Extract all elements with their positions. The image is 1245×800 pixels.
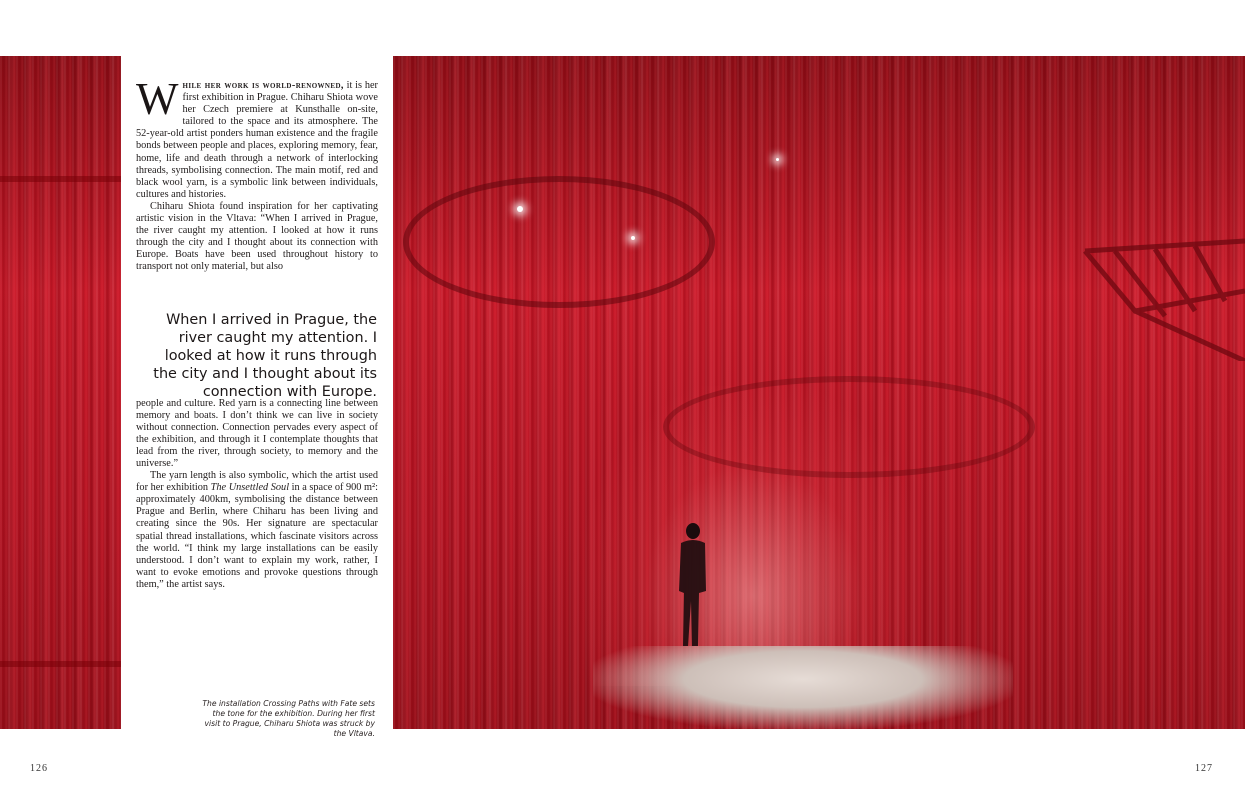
- paragraph-4-text-a: The yarn length is also symbolic, which the artist used for her exhibition: [136, 470, 378, 494]
- gallery-floor: [593, 646, 1013, 729]
- thread-band: [0, 176, 121, 182]
- paragraph-2: Chiharu Shiota found inspiration for her captivating artistic vision in the Vltava: “When I arrived in Prague, the river caught my attention. I looked at how it runs through the city and I thought about its connection with Europe. Boats have been used throughout history to transport not only material, but also: [136, 200, 378, 273]
- page-number-left: 126: [30, 763, 48, 774]
- left-installation-photo: [0, 56, 121, 729]
- paragraph-1-text: it is her first exhibition in Prague. Chiharu Shiota wove her Czech premiere at Kunsthalle on-site, tailored to the space and its atmosphere. The 52-year-old artist ponders human existence and the fragile bonds between people and places, exploring memory, fear, home, life and death through a network of interlocking threads, symbolising connection. The main motif, red and black wool yarn, is a symbolic link between individuals, cultures and histories.: [136, 80, 378, 200]
- boat-frame-shape: [403, 176, 715, 308]
- page-number-right: 127: [1195, 763, 1213, 774]
- boat-frame-shape: [663, 376, 1035, 478]
- lead-in: hile her work is world-renowned,: [182, 80, 344, 91]
- pull-quote: When I arrived in Prague, the river caught my attention. I looked at how it runs through the city and I thought about its connection with Europe.: [153, 312, 377, 400]
- ceiling-light: [631, 236, 635, 240]
- ceiling-light: [517, 206, 523, 212]
- main-installation-photo: [393, 56, 1245, 729]
- photo-caption: The installation Crossing Paths with Fate sets the tone for the exhibition. During her first visit to Prague, Chiharu Shiota was struck by the Vltava.: [202, 699, 375, 738]
- drop-cap: W: [136, 74, 179, 124]
- paragraph-4-text-b: in a space of 900 m²: approximately 400km, symbolising the distance between Prague and Berlin, where Chiharu has been living and creating since the 90s. Her signature are spectacular spatial thread installations, which fascinate visitors across the world. “I think my large installations can be easily understood. I don’t want to explain my work, rather, I want to evoke emotions and provoke questions through them,” the artist says.: [136, 482, 378, 590]
- ceiling-light: [776, 158, 779, 161]
- visitor-silhouette: [673, 521, 713, 651]
- exhibition-title: The Unsettled Soul: [210, 482, 290, 494]
- paragraph-3: people and culture. Red yarn is a connecting line between memory and boats. I don’t think we can live in society without connection. Connection pervades every aspect of the exhibition, and through it I contemplate thoughts that lead from the river, through society, to memory and the universe.”: [136, 398, 378, 470]
- paragraph-4: [136, 470, 378, 590]
- article-body-bottom: [136, 398, 378, 591]
- thread-band: [0, 661, 121, 667]
- paragraph-1: [136, 74, 378, 201]
- article-body-top: [136, 74, 378, 274]
- boat-frame-structure: [1075, 231, 1245, 361]
